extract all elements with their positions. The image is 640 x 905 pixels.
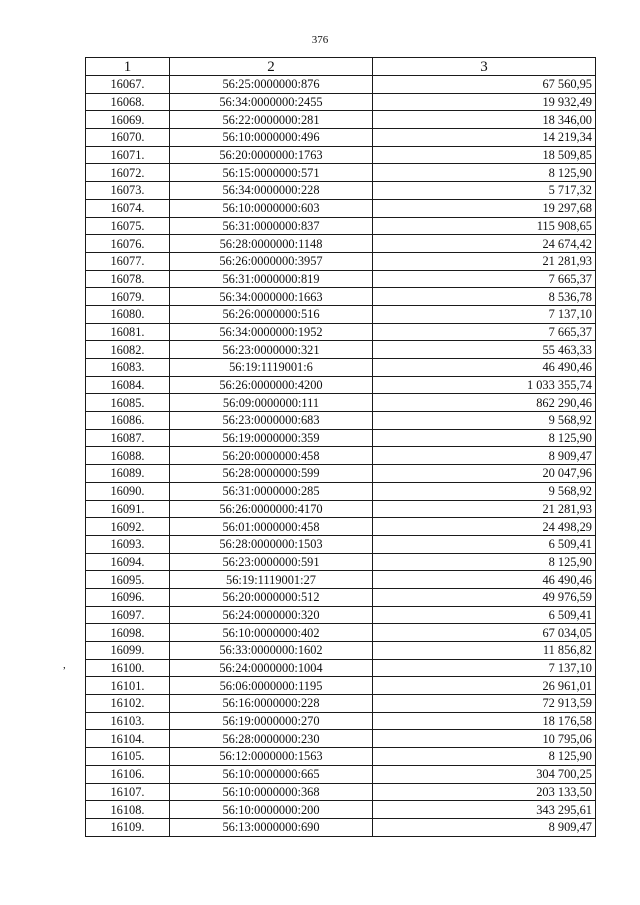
row-number: 16097.: [86, 606, 170, 624]
amount: 1 033 355,74: [373, 376, 596, 394]
cadastral-number: 56:10:0000000:603: [170, 199, 373, 217]
row-number: 16067.: [86, 76, 170, 94]
cadastral-number: 56:16:0000000:228: [170, 695, 373, 713]
amount: 67 560,95: [373, 76, 596, 94]
table-row: [86, 818, 596, 836]
cadastral-number: 56:09:0000000:111: [170, 394, 373, 412]
row-number: 16093.: [86, 535, 170, 553]
table-row: [86, 465, 596, 483]
row-number: 16090.: [86, 482, 170, 500]
row-number: 16099.: [86, 642, 170, 660]
row-number: 16106.: [86, 765, 170, 783]
row-number: 16068.: [86, 93, 170, 111]
table-row: [86, 323, 596, 341]
table-row: [86, 801, 596, 819]
cadastral-number: 56:28:0000000:1503: [170, 535, 373, 553]
cadastral-number: 56:10:0000000:402: [170, 624, 373, 642]
margin-mark: ,: [63, 659, 66, 671]
row-number: 16092.: [86, 518, 170, 536]
cadastral-number: 56:28:0000000:1148: [170, 235, 373, 253]
cadastral-number: 56:26:0000000:4200: [170, 376, 373, 394]
table-row: [86, 217, 596, 235]
table-row: [86, 695, 596, 713]
row-number: 16089.: [86, 465, 170, 483]
row-number: 16079.: [86, 288, 170, 306]
row-number: 16078.: [86, 270, 170, 288]
cadastral-number: 56:25:0000000:876: [170, 76, 373, 94]
row-number: 16100.: [86, 659, 170, 677]
amount: 9 568,92: [373, 482, 596, 500]
amount: 6 509,41: [373, 535, 596, 553]
table-row: [86, 394, 596, 412]
table-row: [86, 765, 596, 783]
table-row: [86, 482, 596, 500]
row-number: 16088.: [86, 447, 170, 465]
row-number: 16073.: [86, 182, 170, 200]
cadastral-number: 56:19:0000000:359: [170, 429, 373, 447]
table-row: [86, 76, 596, 94]
amount: 21 281,93: [373, 500, 596, 518]
table-row: [86, 606, 596, 624]
amount: 8 125,90: [373, 553, 596, 571]
table-row: [86, 199, 596, 217]
cadastral-number: 56:34:0000000:1952: [170, 323, 373, 341]
cadastral-number: 56:26:0000000:516: [170, 305, 373, 323]
row-number: 16091.: [86, 500, 170, 518]
table-row: [86, 677, 596, 695]
table-header-row: [86, 58, 596, 76]
amount: 8 909,47: [373, 818, 596, 836]
amount: 46 490,46: [373, 571, 596, 589]
amount: 21 281,93: [373, 252, 596, 270]
cadastral-number: 56:31:0000000:837: [170, 217, 373, 235]
amount: 24 498,29: [373, 518, 596, 536]
amount: 7 665,37: [373, 270, 596, 288]
cadastral-number: 56:12:0000000:1563: [170, 748, 373, 766]
table-row: [86, 553, 596, 571]
cadastral-number: 56:13:0000000:690: [170, 818, 373, 836]
table-row: [86, 712, 596, 730]
table-row: [86, 447, 596, 465]
table-row: [86, 500, 596, 518]
row-number: 16094.: [86, 553, 170, 571]
table-row: [86, 642, 596, 660]
cadastral-number: 56:26:0000000:4170: [170, 500, 373, 518]
cadastral-number: 56:20:0000000:1763: [170, 146, 373, 164]
amount: 72 913,59: [373, 695, 596, 713]
amount: 11 856,82: [373, 642, 596, 660]
amount: 7 137,10: [373, 659, 596, 677]
row-number: 16085.: [86, 394, 170, 412]
row-number: 16081.: [86, 323, 170, 341]
cadastral-number: 56:26:0000000:3957: [170, 252, 373, 270]
amount: 7 137,10: [373, 305, 596, 323]
table-row: [86, 288, 596, 306]
row-number: 16080.: [86, 305, 170, 323]
cadastral-number: 56:34:0000000:2455: [170, 93, 373, 111]
row-number: 16084.: [86, 376, 170, 394]
cadastral-number: 56:23:0000000:683: [170, 412, 373, 430]
amount: 18 509,85: [373, 146, 596, 164]
amount: 9 568,92: [373, 412, 596, 430]
table-row: [86, 748, 596, 766]
table-row: [86, 518, 596, 536]
table-row: [86, 359, 596, 377]
amount: 8 125,90: [373, 164, 596, 182]
row-number: 16103.: [86, 712, 170, 730]
cadastral-number: 56:28:0000000:599: [170, 465, 373, 483]
table-row: [86, 146, 596, 164]
row-number: 16101.: [86, 677, 170, 695]
table-body: [86, 76, 596, 837]
row-number: 16072.: [86, 164, 170, 182]
row-number: 16083.: [86, 359, 170, 377]
cadastral-number: 56:19:0000000:270: [170, 712, 373, 730]
row-number: 16096.: [86, 588, 170, 606]
amount: 862 290,46: [373, 394, 596, 412]
table-row: [86, 783, 596, 801]
cadastral-number: 56:33:0000000:1602: [170, 642, 373, 660]
cadastral-number: 56:20:0000000:458: [170, 447, 373, 465]
amount: 115 908,65: [373, 217, 596, 235]
cadastral-number: 56:31:0000000:285: [170, 482, 373, 500]
amount: 26 961,01: [373, 677, 596, 695]
cadastral-number: 56:34:0000000:1663: [170, 288, 373, 306]
table-row: [86, 730, 596, 748]
row-number: 16087.: [86, 429, 170, 447]
amount: 343 295,61: [373, 801, 596, 819]
row-number: 16104.: [86, 730, 170, 748]
row-number: 16074.: [86, 199, 170, 217]
table-row: [86, 624, 596, 642]
row-number: 16086.: [86, 412, 170, 430]
amount: 18 176,58: [373, 712, 596, 730]
table-row: [86, 588, 596, 606]
table-row: [86, 182, 596, 200]
table-row: [86, 535, 596, 553]
table-row: [86, 164, 596, 182]
row-number: 16095.: [86, 571, 170, 589]
cadastral-number: 56:23:0000000:321: [170, 341, 373, 359]
row-number: 16075.: [86, 217, 170, 235]
amount: 19 297,68: [373, 199, 596, 217]
row-number: 16076.: [86, 235, 170, 253]
cadastral-number: 56:10:0000000:665: [170, 765, 373, 783]
amount: 19 932,49: [373, 93, 596, 111]
row-number: 16107.: [86, 783, 170, 801]
amount: 8 536,78: [373, 288, 596, 306]
amount: 6 509,41: [373, 606, 596, 624]
row-number: 16108.: [86, 801, 170, 819]
cadastral-number: 56:10:0000000:368: [170, 783, 373, 801]
row-number: 16109.: [86, 818, 170, 836]
cadastral-number: 56:10:0000000:496: [170, 129, 373, 147]
row-number: 16105.: [86, 748, 170, 766]
row-number: 16071.: [86, 146, 170, 164]
table-row: [86, 129, 596, 147]
amount: 49 976,59: [373, 588, 596, 606]
row-number: 16070.: [86, 129, 170, 147]
table-row: [86, 305, 596, 323]
cadastral-number: 56:28:0000000:230: [170, 730, 373, 748]
cadastral-number: 56:23:0000000:591: [170, 553, 373, 571]
table-row: [86, 93, 596, 111]
amount: 5 717,32: [373, 182, 596, 200]
amount: 203 133,50: [373, 783, 596, 801]
table-row: [86, 341, 596, 359]
amount: 18 346,00: [373, 111, 596, 129]
row-number: 16102.: [86, 695, 170, 713]
amount: 20 047,96: [373, 465, 596, 483]
amount: 24 674,42: [373, 235, 596, 253]
cadastral-number: 56:19:1119001:6: [170, 359, 373, 377]
row-number: 16098.: [86, 624, 170, 642]
table-row: [86, 376, 596, 394]
table-row: [86, 111, 596, 129]
cadastral-number: 56:01:0000000:458: [170, 518, 373, 536]
cadastral-number: 56:06:0000000:1195: [170, 677, 373, 695]
amount: 55 463,33: [373, 341, 596, 359]
row-number: 16082.: [86, 341, 170, 359]
amount: 67 034,05: [373, 624, 596, 642]
cadastral-number: 56:24:0000000:1004: [170, 659, 373, 677]
table-row: [86, 412, 596, 430]
row-number: 16077.: [86, 252, 170, 270]
cadastral-number: 56:20:0000000:512: [170, 588, 373, 606]
table-row: [86, 659, 596, 677]
cadastral-number: 56:15:0000000:571: [170, 164, 373, 182]
page-number: 376: [311, 34, 329, 46]
table-row: [86, 252, 596, 270]
table-row: [86, 571, 596, 589]
column-header-2: 2: [170, 58, 373, 76]
cadastral-number: 56:19:1119001:27: [170, 571, 373, 589]
table-row: [86, 429, 596, 447]
row-number: 16069.: [86, 111, 170, 129]
amount: 14 219,34: [373, 129, 596, 147]
cadastral-number: 56:10:0000000:200: [170, 801, 373, 819]
table-row: [86, 270, 596, 288]
amount: 8 909,47: [373, 447, 596, 465]
cadastral-number: 56:24:0000000:320: [170, 606, 373, 624]
amount: 8 125,90: [373, 429, 596, 447]
cadastral-number: 56:34:0000000:228: [170, 182, 373, 200]
cadastral-number: 56:22:0000000:281: [170, 111, 373, 129]
amount: 304 700,25: [373, 765, 596, 783]
column-header-3: 3: [373, 58, 596, 76]
amount: 10 795,06: [373, 730, 596, 748]
column-header-1: 1: [86, 58, 170, 76]
table-row: [86, 235, 596, 253]
amount: 7 665,37: [373, 323, 596, 341]
amount: 8 125,90: [373, 748, 596, 766]
cadastral-number: 56:31:0000000:819: [170, 270, 373, 288]
registry-table: [85, 57, 596, 837]
amount: 46 490,46: [373, 359, 596, 377]
